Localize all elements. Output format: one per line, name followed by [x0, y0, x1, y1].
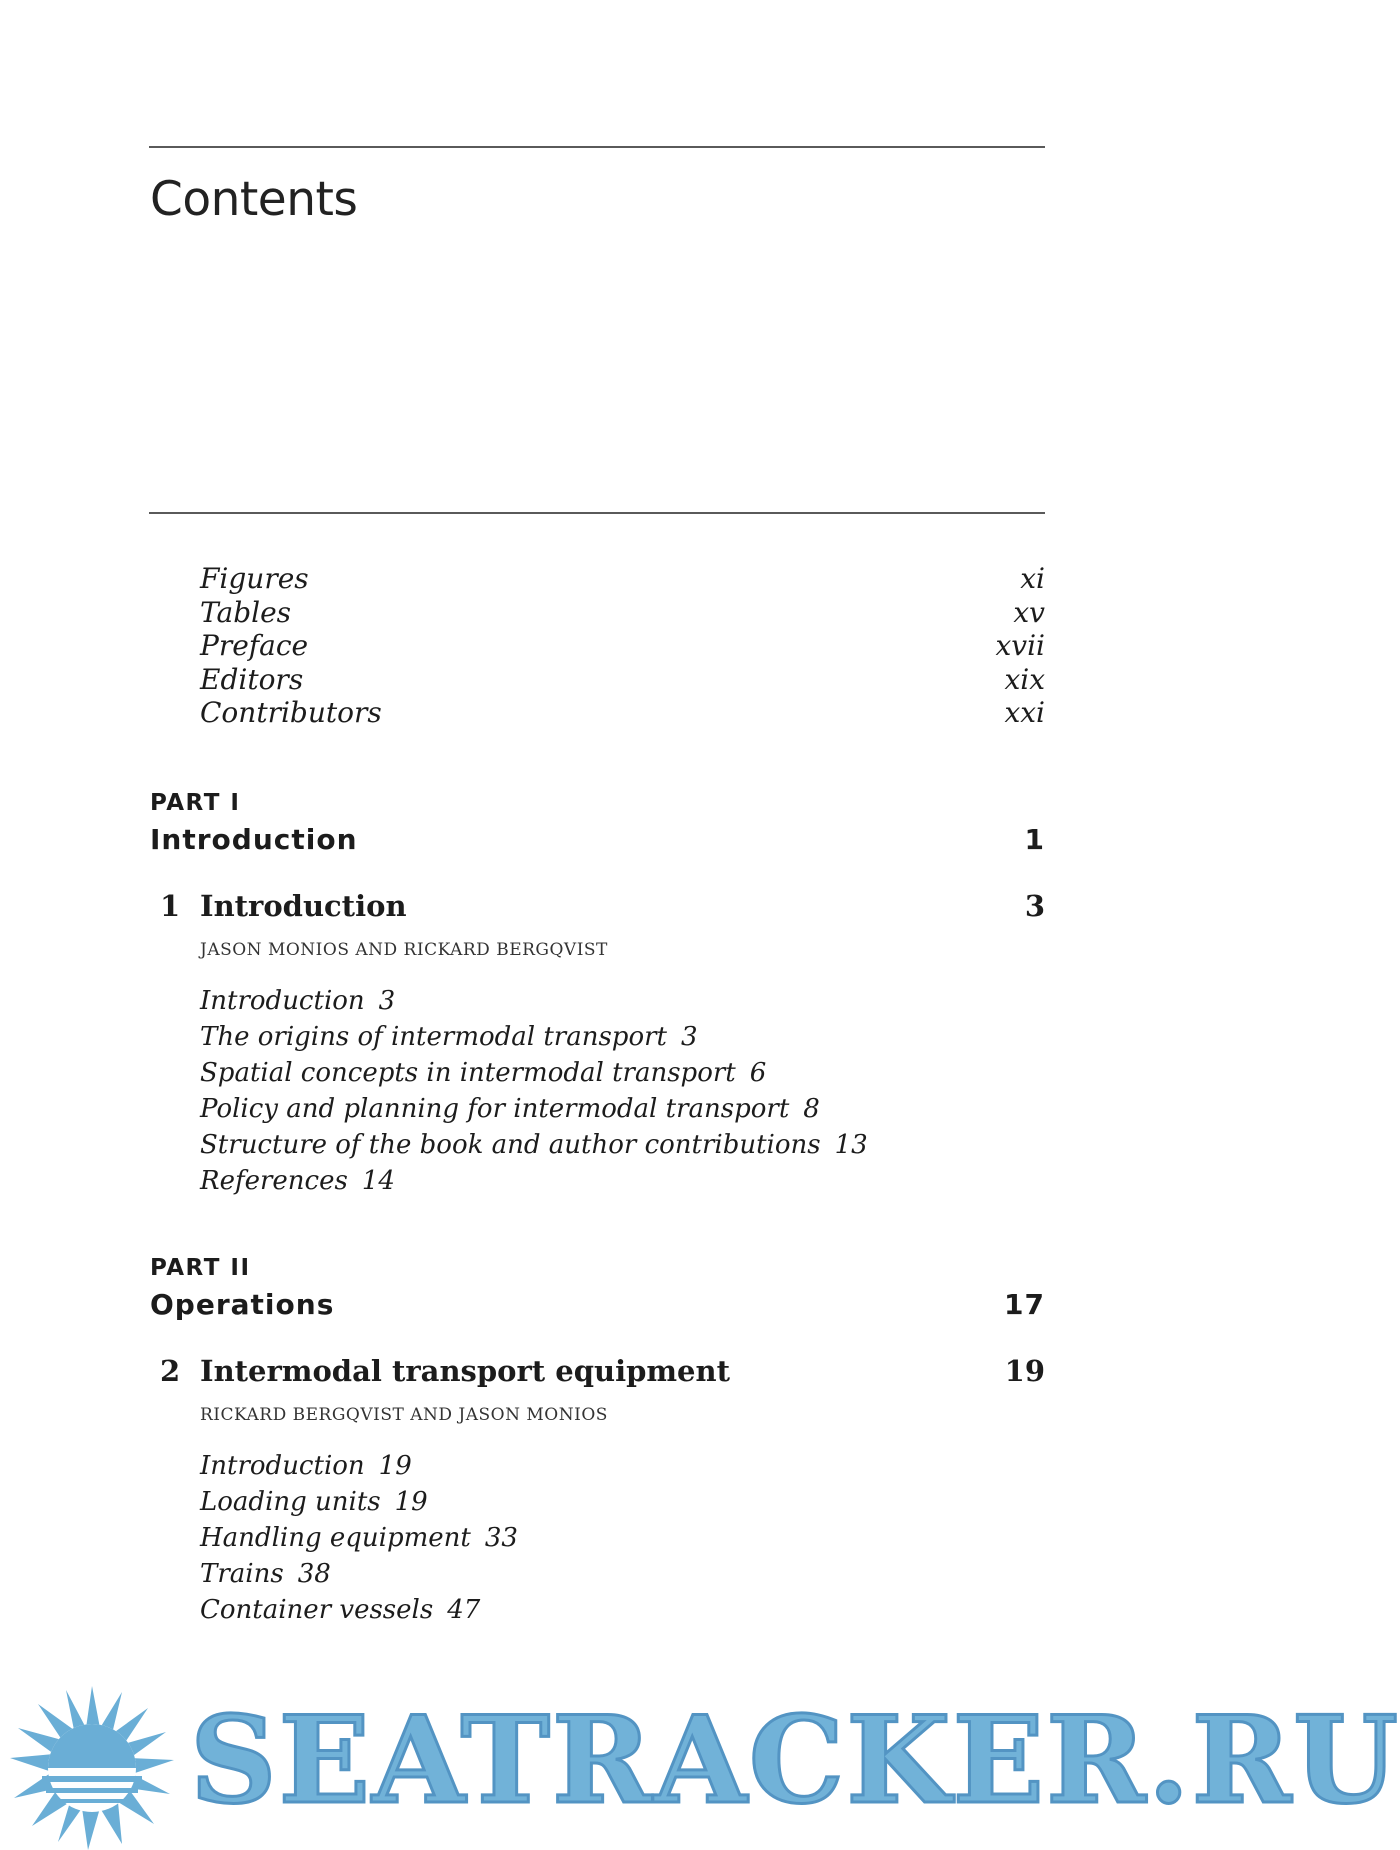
- section-page: 6: [749, 1058, 767, 1088]
- front-matter-page: xix: [1004, 662, 1045, 696]
- section-item[interactable]: [200, 1127, 868, 1163]
- front-matter-label: Contributors: [200, 696, 382, 729]
- section-title: Introduction: [200, 986, 365, 1016]
- section-page: 38: [297, 1559, 331, 1589]
- front-matter-item[interactable]: [200, 696, 1045, 730]
- chapter-page: 3: [1024, 889, 1045, 923]
- front-matter-label: Tables: [200, 595, 292, 629]
- section-title: Loading units: [200, 1487, 381, 1517]
- front-matter-label: Preface: [200, 629, 309, 662]
- section-title: Trains: [200, 1559, 284, 1589]
- section-title: Spatial concepts in intermodal transport: [200, 1058, 736, 1088]
- front-matter-list: [200, 562, 1045, 730]
- chapter-number: 2: [160, 1354, 181, 1388]
- chapter-title: Intermodal transport equipment: [200, 1354, 730, 1388]
- section-item[interactable]: [200, 983, 868, 1019]
- front-matter-label: Figures: [200, 562, 309, 595]
- chapter-heading[interactable]: [160, 889, 1045, 923]
- section-title: Introduction: [200, 1451, 365, 1481]
- section-item[interactable]: [200, 1448, 518, 1484]
- section-page: 13: [834, 1130, 868, 1160]
- section-page: 19: [394, 1487, 428, 1517]
- page-title: Contents: [150, 172, 358, 227]
- front-matter-item[interactable]: [200, 596, 1045, 630]
- chapter-heading[interactable]: [160, 1354, 1045, 1388]
- section-page: 3: [378, 986, 396, 1016]
- part-label: PART I: [150, 790, 241, 816]
- section-page: 19: [378, 1451, 412, 1481]
- part-page: 17: [1004, 1288, 1045, 1321]
- watermark-text: SEATRACKER.RU: [190, 1690, 1400, 1831]
- section-page: 47: [447, 1595, 481, 1625]
- front-matter-page: xvii: [995, 629, 1045, 662]
- section-title: Policy and planning for intermodal transport: [200, 1094, 790, 1124]
- part-title-text: Operations: [150, 1288, 335, 1321]
- chapter-title: Introduction: [200, 889, 407, 923]
- part-label: PART II: [150, 1255, 251, 1281]
- part-title-text: Introduction: [150, 823, 358, 856]
- part-title[interactable]: [150, 1288, 1045, 1321]
- top-rule: [149, 146, 1045, 148]
- section-item[interactable]: [200, 1592, 518, 1628]
- front-matter-label: Editors: [200, 662, 304, 696]
- section-page: 8: [803, 1094, 820, 1124]
- title-bottom-rule: [149, 512, 1045, 514]
- section-title: Structure of the book and author contributions: [200, 1130, 821, 1160]
- part-title[interactable]: [150, 823, 1045, 856]
- section-item[interactable]: [200, 1091, 868, 1127]
- chapter-authors: RICKARD BERGQVIST AND JASON MONIOS: [200, 1405, 608, 1425]
- front-matter-item[interactable]: [200, 629, 1045, 663]
- section-item[interactable]: [200, 1163, 868, 1199]
- front-matter-item[interactable]: [200, 562, 1045, 596]
- section-item[interactable]: [200, 1484, 518, 1520]
- section-item[interactable]: [200, 1019, 868, 1055]
- chapter-page: 19: [1004, 1354, 1045, 1388]
- front-matter-item[interactable]: [200, 663, 1045, 697]
- chapter-number: 1: [160, 889, 181, 923]
- front-matter-page: xv: [1013, 595, 1045, 629]
- front-matter-page: xi: [1020, 562, 1045, 595]
- section-title: The origins of intermodal transport: [200, 1022, 667, 1052]
- section-title: Container vessels: [200, 1595, 434, 1625]
- section-item[interactable]: [200, 1055, 868, 1091]
- section-title: References: [200, 1166, 348, 1196]
- section-page: 14: [361, 1166, 395, 1196]
- section-item[interactable]: [200, 1520, 518, 1556]
- section-title: Handling equipment: [200, 1523, 471, 1553]
- part-page: 1: [1024, 823, 1045, 856]
- section-item[interactable]: [200, 1556, 518, 1592]
- section-list: [200, 1448, 518, 1628]
- section-page: 3: [680, 1022, 698, 1052]
- section-page: 33: [484, 1523, 518, 1553]
- front-matter-page: xxi: [1004, 696, 1045, 729]
- section-list: [200, 983, 868, 1199]
- chapter-authors: JASON MONIOS AND RICKARD BERGQVIST: [200, 940, 608, 960]
